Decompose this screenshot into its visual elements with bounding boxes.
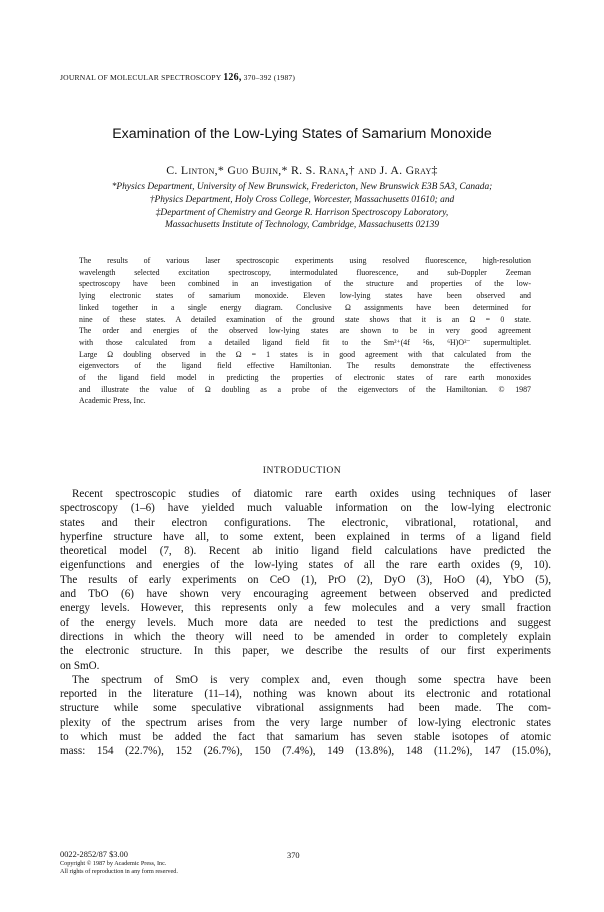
abstract-line: The results of various laser spectroscopic experiments using resolved fluorescence, high-resolution [79, 256, 531, 265]
abstract-line: Academic Press, Inc. [79, 396, 146, 406]
abstract-line: with those calculated from a detailed ligand field fit to the Sm²⁺(4f ⁵6s, ⁶H)O²⁻ supermultiplet. [79, 337, 531, 347]
page-number: 370 [287, 851, 300, 860]
body-line: plexity of the spectrum arises from the very large number of low-lying electronic states [60, 716, 551, 729]
journal-header [60, 72, 295, 83]
section-heading: INTRODUCTION [262, 465, 342, 476]
body-line: structure while some speculative vibrational assignments had been made. The com- [60, 702, 551, 715]
footer-copyright: Copyright © 1987 by Academic Press, Inc. [60, 859, 167, 867]
body-line: to which must be added the fact that samarium has seven stable isotopes of atomic [60, 731, 551, 744]
abstract-line: lying electronic states of samarium monoxide. Eleven low-lying states have been observed and [79, 291, 531, 301]
abstract-line: eigenvectors of the ligand field effective Hamiltonian. The results demonstrate the effectiveness [79, 361, 531, 371]
footer-publication-info [60, 851, 178, 876]
affiliation-line: †Physics Department, Holy Cross College, Worcester, Massachusetts 01610; and [149, 194, 455, 205]
journal-pages: 370–392 (1987) [243, 73, 296, 82]
body-text [60, 487, 551, 759]
footer-rights: All rights of reproduction in any form reserved. [60, 867, 178, 875]
body-line: states and their electron configurations. The electronic, vibrational, rotational, and [60, 516, 551, 529]
abstract-line: and illustrate the value of Ω doubling as a probe of the eigenvectors of the Hamiltonian. © 1987 [79, 384, 531, 394]
journal-name: JOURNAL OF MOLECULAR SPECTROSCOPY [60, 73, 222, 82]
abstract [79, 255, 531, 407]
abstract-line: The order and energies of the observed low-lying states are shown to be in very good agreement [79, 326, 531, 336]
author-list: C. Linton,* Guo Bujin,* R. S. Rana,† and J. A. Gray‡ [166, 163, 438, 177]
affiliations [40, 181, 564, 232]
body-line: and TbO (6) have shown very encouraging agreement between observed and predicted [60, 588, 551, 601]
body-line: on SmO. [60, 659, 100, 672]
footer-code: 0022-2852/87 $3.00 [60, 850, 128, 859]
abstract-line: linked together in a single energy diagram. Conclusive Ω assignments have been determined for [79, 302, 531, 312]
paper-title: Examination of the Low-Lying States of Samarium Monoxide [112, 126, 492, 142]
affiliation-line: *Physics Department, University of New Brunswick, Fredericton, New Brunswick E3B 5A3, Canada; [111, 182, 493, 192]
body-line: hyperfine structure have all, to some extent, been explained in terms of a ligand field [60, 530, 551, 543]
body-line: directions in which the theory will need to be amended in order to completely explain [60, 630, 551, 643]
abstract-line: nine of these states. A detailed examination of the ground state shows that it is an Ω = 0 state. [79, 314, 531, 324]
body-line: eigenfunctions and energies of the low-lying states of all the rare earth oxides (9, 10). [60, 559, 551, 572]
body-line: mass: 154 (22.7%), 152 (26.7%), 150 (7.4%), 149 (13.8%), 148 (11.2%), 147 (15.0%), [60, 745, 551, 758]
body-line: The results of early experiments on CeO (1), PrO (2), DyO (3), HoO (4), YbO (5), [60, 573, 551, 586]
abstract-line: spectroscopy have been combined in an investigation of the structure and properties of the low- [79, 279, 531, 289]
body-line: reported in the literature (11–14), nothing was known about its electronic and rotational [60, 688, 551, 701]
body-line: spectroscopy (1–6) have yielded much valuable information on the low-lying electronic [60, 502, 551, 515]
body-line: theoretical model (7, 8). Recent ab initio ligand field calculations have predicted the [60, 545, 551, 558]
abstract-line: Large Ω doubling observed in the Ω = 1 states is in good agreement with that calculated from the [79, 349, 531, 359]
body-line: Recent spectroscopic studies of diatomic rare earth oxides using techniques of laser [72, 488, 551, 500]
affiliation-line: ‡Department of Chemistry and George R. Harrison Spectroscopy Laboratory, [155, 207, 449, 218]
body-line: The spectrum of SmO is very complex and, even though some spectra have been [72, 673, 551, 686]
affiliation-line: Massachusetts Institute of Technology, Cambridge, Massachusetts 02139 [164, 220, 440, 231]
abstract-line: of the ligand field model in predicting the properties of electronic states of rare earth monoxides [79, 373, 531, 383]
body-line: energy levels. However, this represents only a few molecules and a very small fraction [60, 602, 551, 615]
journal-volume: 126, [223, 72, 242, 83]
body-line: of the energy levels. Much more data are needed to test the predictions and suggest [60, 616, 551, 629]
body-line: the electronic structure. In this paper, we describe the results of our first experiments [60, 645, 551, 658]
abstract-line: wavelength selected excitation spectroscopy, intermodulated fluorescence, and sub-Doppler Zeeman [79, 267, 531, 277]
